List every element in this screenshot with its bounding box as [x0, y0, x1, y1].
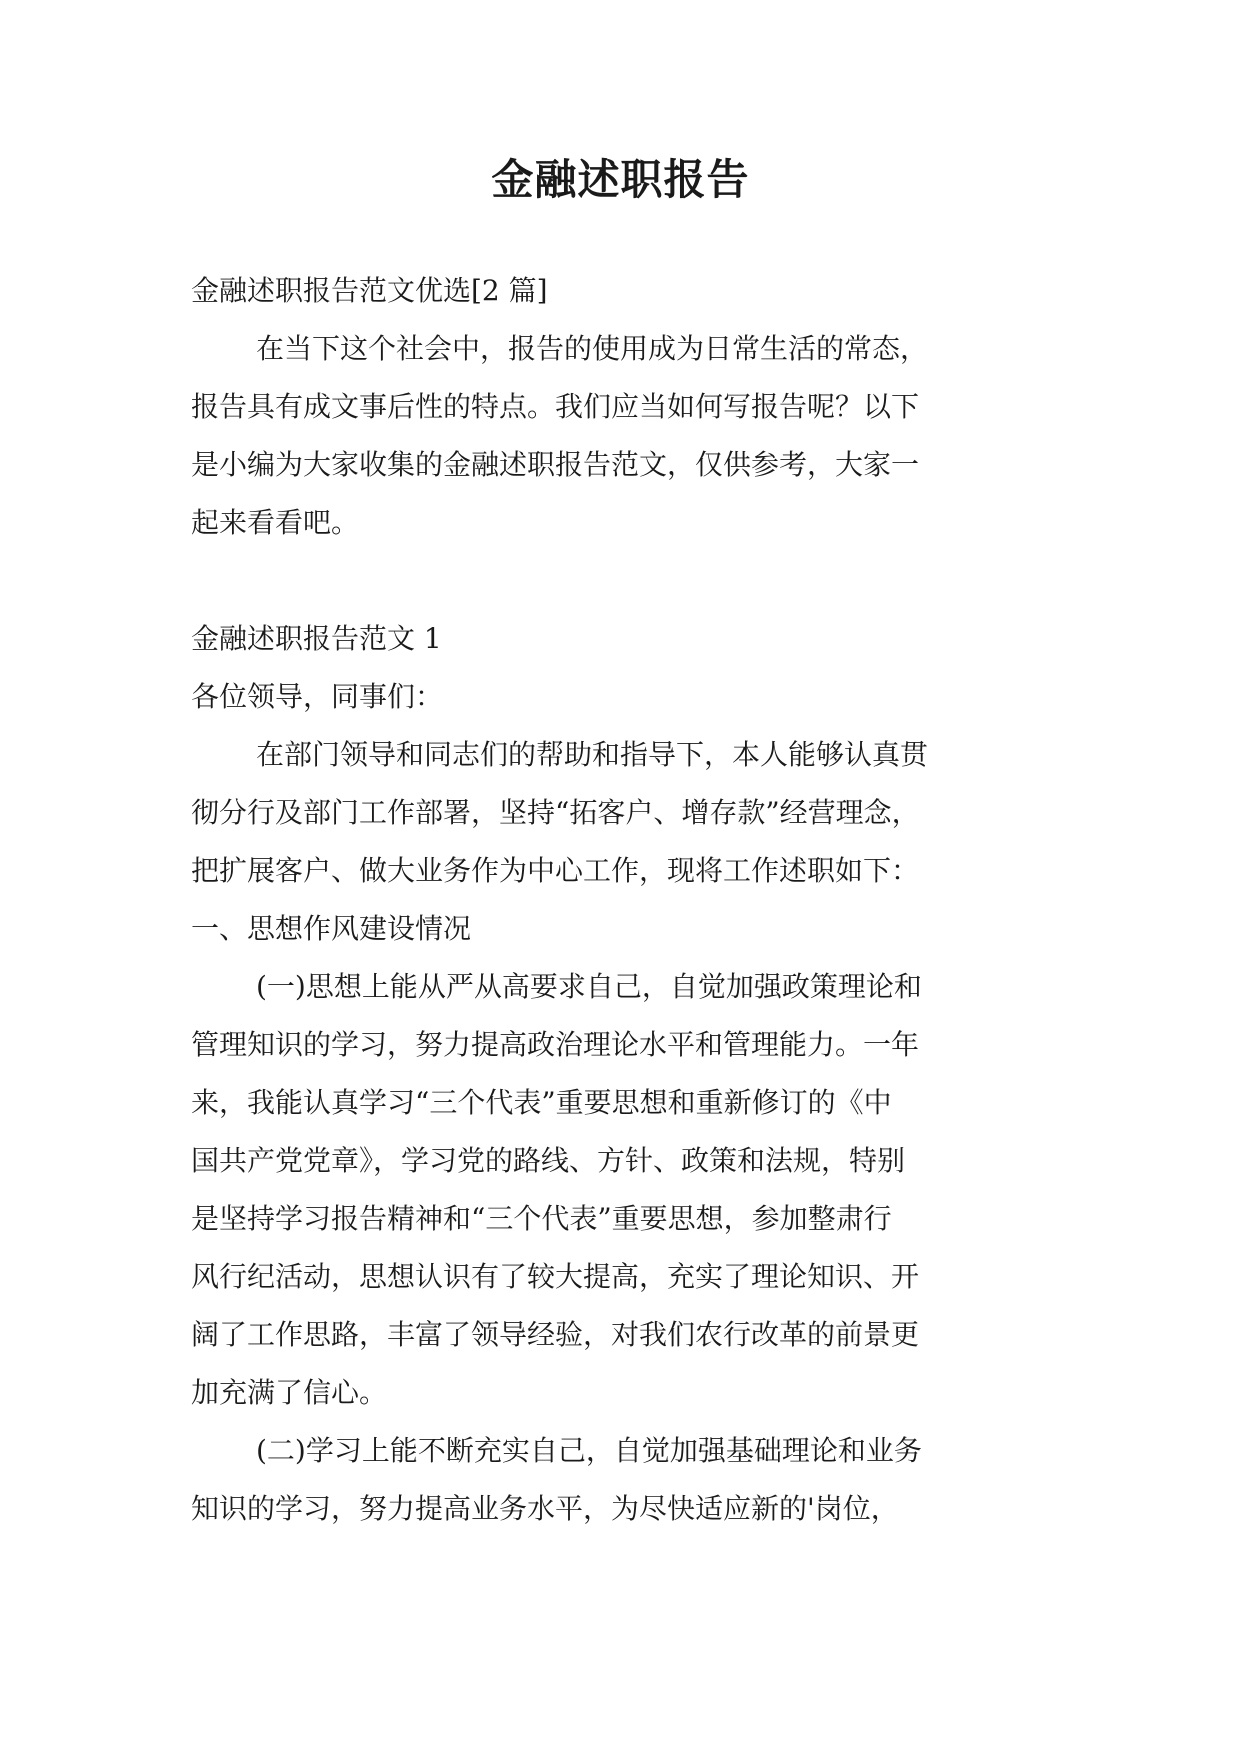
paragraph-line: 在当下这个社会中，报告的使用成为日常生活的常态， — [256, 332, 929, 365]
intro-paragraph — [191, 320, 1071, 552]
paragraph-line: 阔了工作思路，丰富了领导经验，对我们农行改革的前景更 — [191, 1318, 920, 1351]
paragraph-line: 加充满了信心。 — [191, 1376, 388, 1409]
paragraph-line: (一)思想上能从严从高要求自己，自觉加强政策理论和 — [256, 970, 922, 1003]
opening-paragraph — [191, 726, 1071, 900]
paragraph-line: 在部门领导和同志们的帮助和指导下，本人能够认真贯 — [256, 738, 929, 771]
paragraph-line: 是小编为大家收集的金融述职报告范文，仅供参考，大家一 — [191, 448, 920, 481]
paragraph-line: 起来看看吧。 — [191, 506, 360, 539]
study-paragraph — [191, 1422, 1071, 1538]
paragraph-spacer — [191, 552, 1071, 610]
paragraph-line: 知识的学习，努力提高业务水平，为尽快适应新的'岗位， — [191, 1492, 899, 1525]
paragraph-line: 国共产党党章》，学习党的路线、方针、政策和法规，特别 — [191, 1144, 906, 1177]
subsection-heading: 一、思想作风建设情况 — [191, 912, 472, 945]
greeting: 各位领导，同事们： — [191, 680, 444, 713]
paragraph-line: (二)学习上能不断充实自己，自觉加强基础理论和业务 — [256, 1434, 922, 1467]
paragraph-line: 是坚持学习报告精神和“三个代表”重要思想，参加整肃行 — [191, 1202, 892, 1235]
section-heading: 金融述职报告范文 1 — [191, 622, 442, 655]
paragraph-line: 报告具有成文事后性的特点。我们应当如何写报告呢？以下 — [191, 390, 920, 423]
paragraph-line: 风行纪活动，思想认识有了较大提高，充实了理论知识、开 — [191, 1260, 920, 1293]
paragraph-line: 彻分行及部门工作部署，坚持“拓客户、增存款”经营理念， — [191, 796, 920, 829]
document-title: 金融述职报告 — [491, 155, 750, 204]
paragraph-line: 把扩展客户、做大业务作为中心工作，现将工作述职如下： — [191, 854, 920, 887]
paragraph-line: 来，我能认真学习“三个代表”重要思想和重新修订的《中 — [191, 1086, 892, 1119]
thinking-paragraph — [191, 958, 1071, 1422]
paragraph-line: 管理知识的学习，努力提高政治理论水平和管理能力。一年 — [191, 1028, 920, 1061]
document-subtitle: 金融述职报告范文优选[2 篇] — [191, 274, 548, 307]
document-body — [191, 262, 1071, 1538]
